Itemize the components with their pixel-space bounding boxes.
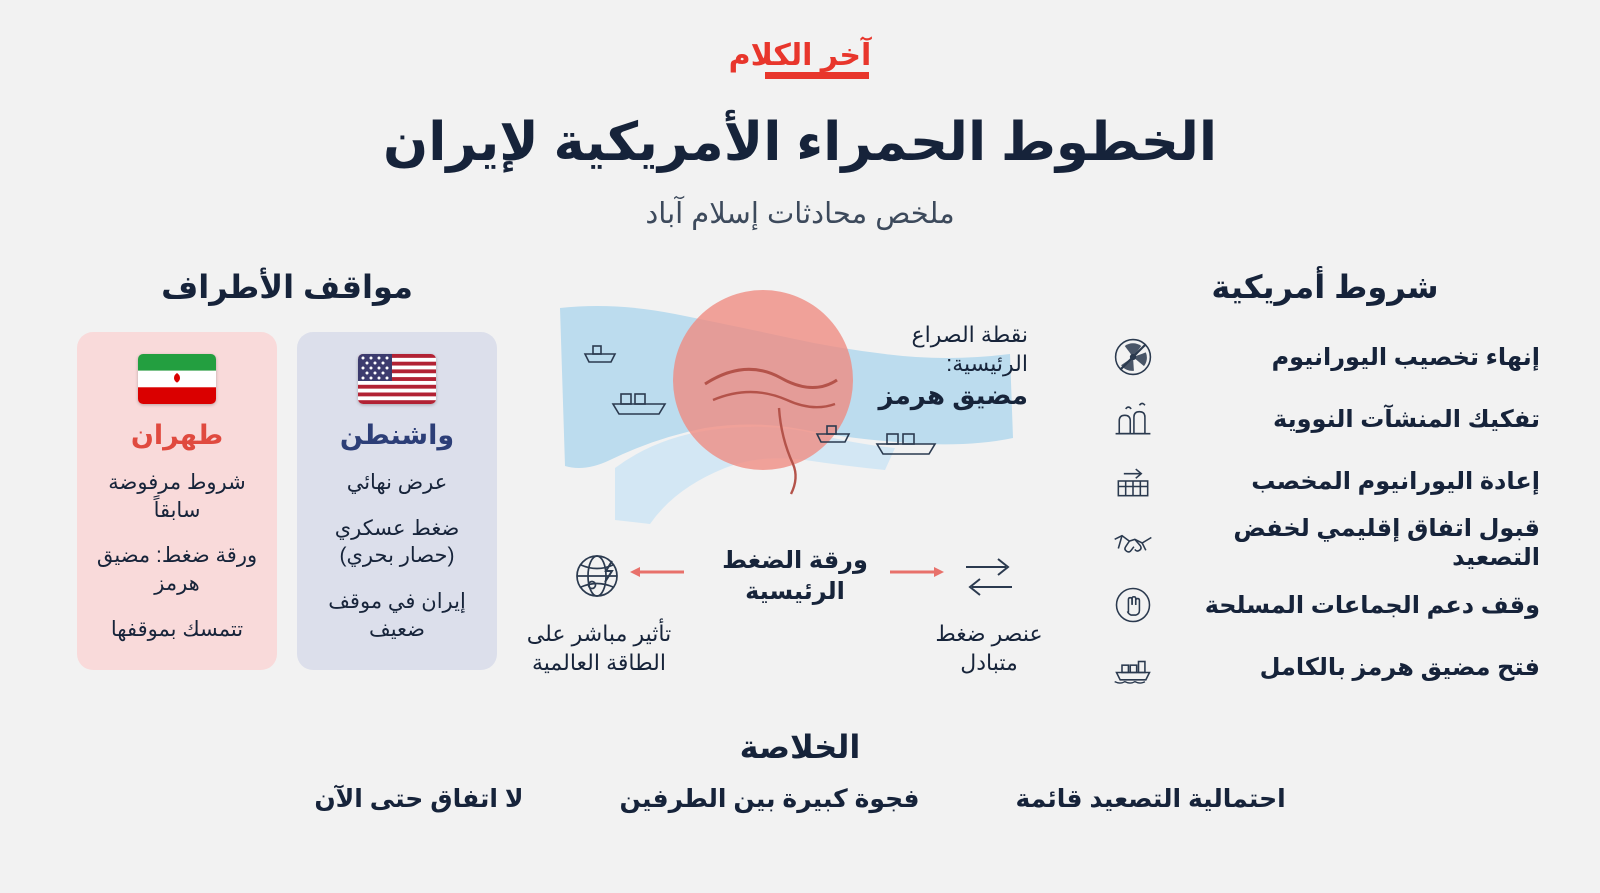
condition-label: إعادة اليورانيوم المخصب (1251, 467, 1540, 495)
party-point: عرض نهائي (346, 471, 448, 494)
left-caption-line-2: الطاقة العالمية (532, 650, 666, 676)
right-caption-line-1: عنصر ضغط (935, 621, 1043, 646)
party-point: شروط مرفوضة سابقاً (108, 471, 246, 522)
conclusion-list (0, 784, 1600, 814)
right-caption-line-2: متبادل (960, 650, 1018, 676)
us-conditions-section (1110, 268, 1540, 706)
pressure-right-caption (910, 619, 1068, 677)
condition-label: وقف دعم الجماعات المسلحة (1204, 591, 1540, 619)
brand-underline (765, 72, 869, 79)
pressure-line-1: ورقة الضغط (722, 547, 868, 574)
condition-label: فتح مضيق هرمز بالكامل (1259, 653, 1540, 681)
brand-logo (0, 38, 1600, 79)
iran-flag-icon (138, 354, 216, 404)
pressure-line-2: الرئيسية (745, 578, 845, 606)
stop-hand-icon (1110, 582, 1156, 628)
party-point: ضغط عسكري (حصار بحري) (334, 516, 460, 568)
conclusion-heading: الخلاصة (739, 729, 861, 765)
condition-row (1110, 458, 1540, 504)
conclusion-item: فجوة كبيرة بين الطرفين (619, 785, 920, 813)
handshake-icon (1110, 520, 1156, 566)
party-point: إيران في موقف ضعيف (328, 590, 466, 641)
swap-arrows-icon (958, 545, 1020, 607)
party-name-tehran: طهران (130, 420, 224, 450)
usa-flag-icon (358, 354, 436, 404)
globe-energy-icon (568, 545, 630, 607)
left-caption-line-1: تأثير مباشر على (526, 621, 672, 646)
party-card-list (62, 332, 512, 670)
callout-line-2: الرئيسية: (946, 351, 1028, 377)
cargo-ship-icon (1110, 644, 1156, 690)
condition-row (1110, 396, 1540, 442)
party-point: ورقة ضغط: مضيق هرمز (96, 544, 258, 596)
condition-row (1110, 334, 1540, 380)
arrow-left-icon (630, 565, 684, 579)
party-card-tehran (77, 332, 277, 670)
callout-line-1: نقطة الصراع (911, 322, 1028, 347)
brand-label: آخر الكلام (728, 39, 872, 72)
condition-row (1110, 582, 1540, 628)
pressure-card-section (526, 545, 1043, 695)
condition-row (1110, 644, 1540, 690)
conclusion-item: لا اتفاق حتى الآن (314, 785, 524, 813)
map-callout (868, 320, 1028, 412)
page-subtitle: ملخص محادثات إسلام آباد (645, 198, 955, 230)
arrow-right-icon (890, 565, 944, 579)
callout-strait-name: مضيق هرمز (878, 380, 1028, 411)
conflict-focus-circle (673, 290, 853, 470)
condition-label: إنهاء تخصيب اليورانيوم (1271, 343, 1540, 371)
party-card-washington (297, 332, 497, 670)
party-point: تتمسك بموقفها (110, 617, 244, 641)
conclusion-item: احتمالية التصعيد قائمة (1015, 785, 1286, 813)
us-conditions-heading: شروط أمريكية (1211, 269, 1439, 305)
nuclear-plant-icon (1110, 396, 1156, 442)
parties-heading: مواقف الأطراف (161, 269, 413, 305)
no-nuclear-icon (1110, 334, 1156, 380)
export-box-icon (1110, 458, 1156, 504)
pressure-center-label (695, 545, 895, 607)
pressure-left-caption (520, 619, 678, 677)
party-name-washington: واشنطن (339, 420, 455, 450)
condition-label: تفكيك المنشآت النووية (1273, 405, 1540, 433)
condition-row (1110, 515, 1540, 571)
condition-label: قبول اتفاق إقليمي لخفض التصعيد (1233, 515, 1540, 571)
page-title: الخطوط الحمراء الأمريكية لإيران (382, 113, 1218, 172)
parties-section (62, 268, 512, 670)
